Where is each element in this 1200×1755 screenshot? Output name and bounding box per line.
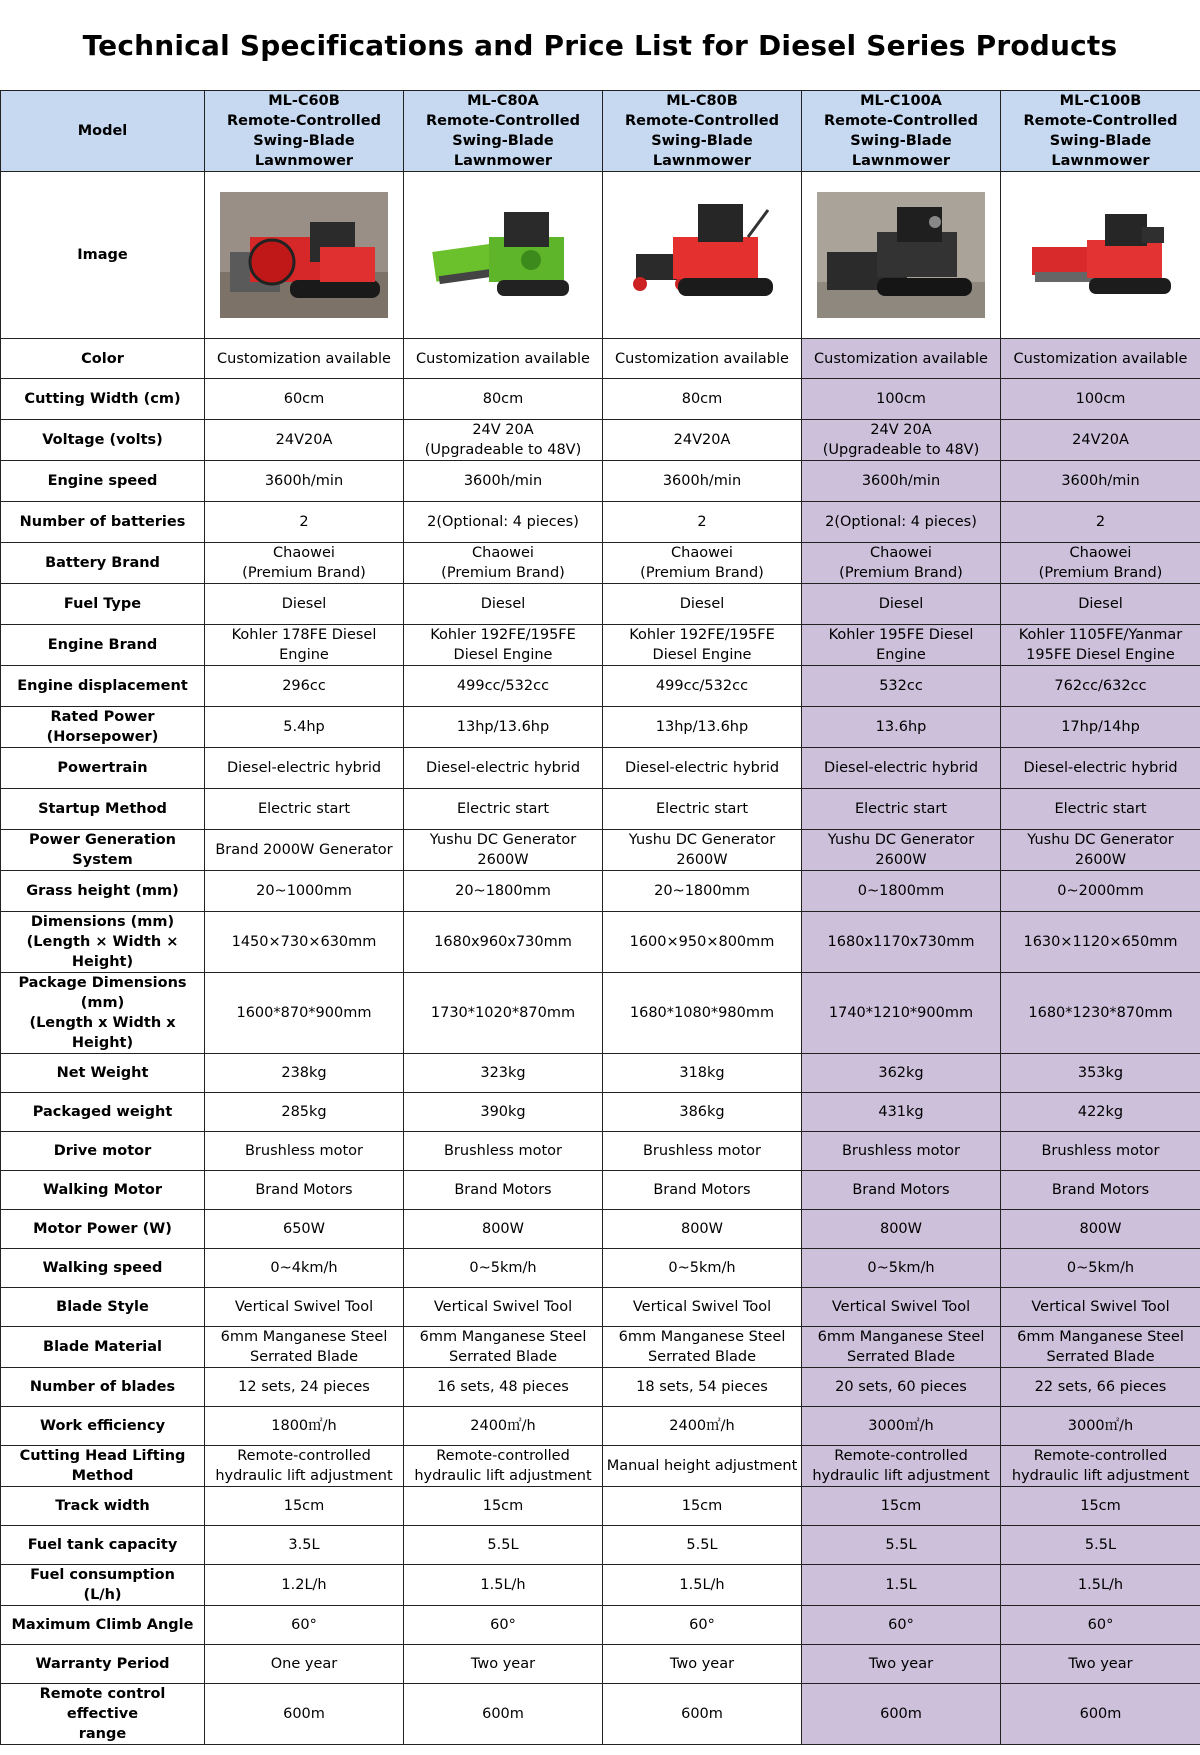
mower-green-image bbox=[419, 192, 587, 318]
spec-value: Electric start bbox=[404, 789, 603, 830]
spec-value: 6mm Manganese Steel Serrated Blade bbox=[1001, 1327, 1200, 1368]
model-desc: Remote-Controlled Swing-Blade Lawnmower bbox=[625, 113, 779, 169]
spec-value: Diesel-electric hybrid bbox=[603, 748, 802, 789]
spec-value: 1450×730×630mm bbox=[205, 912, 404, 973]
spec-value: Vertical Swivel Tool bbox=[1001, 1288, 1200, 1327]
spec-value: 800W bbox=[404, 1210, 603, 1249]
spec-value: Diesel bbox=[1001, 584, 1200, 625]
spec-value: Yushu DC Generator 2600W bbox=[1001, 830, 1200, 871]
spec-value: Brushless motor bbox=[1001, 1132, 1200, 1171]
spec-row bbox=[1, 461, 1200, 502]
spec-value: Brand Motors bbox=[603, 1171, 802, 1210]
row-label: Cutting Head Lifting Method bbox=[1, 1446, 205, 1487]
row-label: Fuel tank capacity bbox=[1, 1526, 205, 1565]
row-label: Engine speed bbox=[1, 461, 205, 502]
spec-value: 1680*1080*980mm bbox=[603, 973, 802, 1054]
spec-value: Brushless motor bbox=[603, 1132, 802, 1171]
spec-value: 499cc/532cc bbox=[603, 666, 802, 707]
spec-row bbox=[1, 666, 1200, 707]
spec-value: 1.5L/h bbox=[603, 1565, 802, 1606]
spec-value: 3600h/min bbox=[802, 461, 1001, 502]
row-label: Voltage (volts) bbox=[1, 420, 205, 461]
spec-value: 238kg bbox=[205, 1054, 404, 1093]
model-desc: Remote-Controlled Swing-Blade Lawnmower bbox=[1023, 113, 1178, 169]
spec-value: Kohler 195FE Diesel Engine bbox=[802, 625, 1001, 666]
spec-row bbox=[1, 1093, 1200, 1132]
spec-row bbox=[1, 339, 1200, 379]
spec-value: Chaowei (Premium Brand) bbox=[603, 543, 802, 584]
spec-row bbox=[1, 912, 1200, 973]
spec-row bbox=[1, 625, 1200, 666]
spec-value: Remote-controlled hydraulic lift adjustment bbox=[205, 1446, 404, 1487]
spec-value: 6mm Manganese Steel Serrated Blade bbox=[205, 1327, 404, 1368]
spec-value: Kohler 192FE/195FE Diesel Engine bbox=[404, 625, 603, 666]
spec-value: Customization available bbox=[205, 339, 404, 379]
spec-value: 12 sets, 24 pieces bbox=[205, 1368, 404, 1407]
spec-row bbox=[1, 502, 1200, 543]
spec-value: 0~5km/h bbox=[802, 1249, 1001, 1288]
spec-value: 296cc bbox=[205, 666, 404, 707]
spec-value: Customization available bbox=[1001, 339, 1200, 379]
row-label: Fuel Type bbox=[1, 584, 205, 625]
row-label: Walking Motor bbox=[1, 1171, 205, 1210]
spec-value: 15cm bbox=[802, 1487, 1001, 1526]
mower-red-image bbox=[1017, 192, 1185, 318]
header-model-c100a bbox=[802, 91, 1001, 172]
spec-row bbox=[1, 1249, 1200, 1288]
model-code: ML-C80A bbox=[467, 93, 539, 109]
row-label: Startup Method bbox=[1, 789, 205, 830]
spec-value: 1.5L/h bbox=[404, 1565, 603, 1606]
spec-value: 353kg bbox=[1001, 1054, 1200, 1093]
spec-value: 499cc/532cc bbox=[404, 666, 603, 707]
spec-value: 762cc/632cc bbox=[1001, 666, 1200, 707]
header-model-c80b bbox=[603, 91, 802, 172]
spec-row bbox=[1, 830, 1200, 871]
spec-row bbox=[1, 871, 1200, 912]
row-label: Image bbox=[1, 172, 205, 339]
spec-value: Diesel-electric hybrid bbox=[404, 748, 603, 789]
spec-value: 15cm bbox=[205, 1487, 404, 1526]
spec-value: 1800㎡/h bbox=[205, 1407, 404, 1446]
spec-value: Brand 2000W Generator bbox=[205, 830, 404, 871]
spec-row bbox=[1, 584, 1200, 625]
spec-value: Kohler 192FE/195FE Diesel Engine bbox=[603, 625, 802, 666]
row-label: Engine Brand bbox=[1, 625, 205, 666]
row-label: Cutting Width (cm) bbox=[1, 379, 205, 420]
spec-value: Remote-controlled hydraulic lift adjustment bbox=[802, 1446, 1001, 1487]
spec-value: Two year bbox=[802, 1645, 1001, 1684]
product-image-c60b bbox=[205, 172, 404, 339]
spec-row bbox=[1, 1606, 1200, 1645]
spec-value: 100cm bbox=[1001, 379, 1200, 420]
spec-value: 24V20A bbox=[1001, 420, 1200, 461]
header-model-c60b bbox=[205, 91, 404, 172]
spec-value: Yushu DC Generator 2600W bbox=[404, 830, 603, 871]
spec-value: Yushu DC Generator 2600W bbox=[802, 830, 1001, 871]
spec-value: 15cm bbox=[603, 1487, 802, 1526]
spec-row bbox=[1, 1327, 1200, 1368]
mower-red-image bbox=[618, 192, 786, 318]
row-label: Track width bbox=[1, 1487, 205, 1526]
spec-value: 0~5km/h bbox=[603, 1249, 802, 1288]
spec-row bbox=[1, 973, 1200, 1054]
spec-value: 24V 20A (Upgradeable to 48V) bbox=[802, 420, 1001, 461]
spec-value: 1.5L/h bbox=[1001, 1565, 1200, 1606]
row-label: Power Generation System bbox=[1, 830, 205, 871]
product-image-c100a bbox=[802, 172, 1001, 339]
row-label: Engine displacement bbox=[1, 666, 205, 707]
spec-value: 2(Optional: 4 pieces) bbox=[802, 502, 1001, 543]
spec-value: 60° bbox=[1001, 1606, 1200, 1645]
spec-value: 600m bbox=[603, 1684, 802, 1745]
product-image-c80a bbox=[404, 172, 603, 339]
spec-value: 5.5L bbox=[1001, 1526, 1200, 1565]
row-label: Motor Power (W) bbox=[1, 1210, 205, 1249]
spec-value: Kohler 178FE Diesel Engine bbox=[205, 625, 404, 666]
spec-value: 390kg bbox=[404, 1093, 603, 1132]
spec-value: 1730*1020*870mm bbox=[404, 973, 603, 1054]
spec-row bbox=[1, 789, 1200, 830]
spec-row bbox=[1, 420, 1200, 461]
spec-value: Electric start bbox=[1001, 789, 1200, 830]
model-code: ML-C60B bbox=[268, 93, 340, 109]
spec-value: Diesel bbox=[802, 584, 1001, 625]
spec-value: 20~1800mm bbox=[404, 871, 603, 912]
spec-value: Two year bbox=[404, 1645, 603, 1684]
product-image-c100b bbox=[1001, 172, 1200, 339]
spec-value: 20 sets, 60 pieces bbox=[802, 1368, 1001, 1407]
row-label: Color bbox=[1, 339, 205, 379]
row-label: Battery Brand bbox=[1, 543, 205, 584]
spec-value: Vertical Swivel Tool bbox=[603, 1288, 802, 1327]
spec-value: 2 bbox=[603, 502, 802, 543]
spec-value: 13hp/13.6hp bbox=[603, 707, 802, 748]
spec-value: 0~2000mm bbox=[1001, 871, 1200, 912]
spec-row bbox=[1, 707, 1200, 748]
spec-value: 24V 20A (Upgradeable to 48V) bbox=[404, 420, 603, 461]
spec-value: Kohler 1105FE/Yanmar 195FE Diesel Engine bbox=[1001, 625, 1200, 666]
product-image-c80b bbox=[603, 172, 802, 339]
spec-value: 362kg bbox=[802, 1054, 1001, 1093]
spec-value: 318kg bbox=[603, 1054, 802, 1093]
spec-row bbox=[1, 1132, 1200, 1171]
spec-value: Brushless motor bbox=[802, 1132, 1001, 1171]
row-label: Drive motor bbox=[1, 1132, 205, 1171]
row-label: Number of blades bbox=[1, 1368, 205, 1407]
spec-value: Customization available bbox=[603, 339, 802, 379]
spec-value: Remote-controlled hydraulic lift adjustment bbox=[404, 1446, 603, 1487]
spec-value: 6mm Manganese Steel Serrated Blade bbox=[404, 1327, 603, 1368]
row-label: Fuel consumption (L/h) bbox=[1, 1565, 205, 1606]
model-code: ML-C80B bbox=[666, 93, 738, 109]
spec-value: 15cm bbox=[1001, 1487, 1200, 1526]
spec-value: Chaowei (Premium Brand) bbox=[1001, 543, 1200, 584]
spec-value: Brushless motor bbox=[404, 1132, 603, 1171]
spec-value: Electric start bbox=[802, 789, 1001, 830]
spec-value: 600m bbox=[802, 1684, 1001, 1745]
spec-value: 20~1800mm bbox=[603, 871, 802, 912]
row-label: Rated Power (Horsepower) bbox=[1, 707, 205, 748]
spec-value: 60° bbox=[205, 1606, 404, 1645]
spec-value: 2 bbox=[205, 502, 404, 543]
spec-value: 80cm bbox=[404, 379, 603, 420]
spec-value: 60° bbox=[802, 1606, 1001, 1645]
spec-row bbox=[1, 1407, 1200, 1446]
spec-value: Brand Motors bbox=[1001, 1171, 1200, 1210]
spec-value: 13hp/13.6hp bbox=[404, 707, 603, 748]
spec-value: Yushu DC Generator 2600W bbox=[603, 830, 802, 871]
spec-value: 600m bbox=[205, 1684, 404, 1745]
spec-value: 24V20A bbox=[603, 420, 802, 461]
spec-value: Chaowei (Premium Brand) bbox=[205, 543, 404, 584]
spec-value: 16 sets, 48 pieces bbox=[404, 1368, 603, 1407]
spec-row bbox=[1, 1210, 1200, 1249]
spec-value: 80cm bbox=[603, 379, 802, 420]
spec-value: Two year bbox=[603, 1645, 802, 1684]
spec-value: Diesel-electric hybrid bbox=[802, 748, 1001, 789]
spec-value: 1680x960x730mm bbox=[404, 912, 603, 973]
spec-value: 22 sets, 66 pieces bbox=[1001, 1368, 1200, 1407]
spec-value: 1680*1230*870mm bbox=[1001, 973, 1200, 1054]
spec-value: 600m bbox=[1001, 1684, 1200, 1745]
row-label: Walking speed bbox=[1, 1249, 205, 1288]
spec-value: Chaowei (Premium Brand) bbox=[404, 543, 603, 584]
model-code: ML-C100A bbox=[860, 93, 942, 109]
mower-red-image bbox=[220, 192, 388, 318]
spec-value: 3000㎡/h bbox=[802, 1407, 1001, 1446]
spec-value: Diesel bbox=[603, 584, 802, 625]
row-label: Packaged weight bbox=[1, 1093, 205, 1132]
spec-value: Remote-controlled hydraulic lift adjustment bbox=[1001, 1446, 1200, 1487]
spec-value: Electric start bbox=[205, 789, 404, 830]
spec-value: 0~1800mm bbox=[802, 871, 1001, 912]
spec-value: 3600h/min bbox=[205, 461, 404, 502]
spec-value: 13.6hp bbox=[802, 707, 1001, 748]
spec-value: One year bbox=[205, 1645, 404, 1684]
spec-value: 60° bbox=[603, 1606, 802, 1645]
spec-value: 800W bbox=[603, 1210, 802, 1249]
spec-value: 5.5L bbox=[404, 1526, 603, 1565]
spec-value: Diesel-electric hybrid bbox=[205, 748, 404, 789]
spec-value: 800W bbox=[1001, 1210, 1200, 1249]
spec-value: 17hp/14hp bbox=[1001, 707, 1200, 748]
spec-value: 5.4hp bbox=[205, 707, 404, 748]
spec-value: 18 sets, 54 pieces bbox=[603, 1368, 802, 1407]
spec-value: 1.5L bbox=[802, 1565, 1001, 1606]
spec-value: 1680x1170x730mm bbox=[802, 912, 1001, 973]
spec-value: 2400㎡/h bbox=[404, 1407, 603, 1446]
spec-value: Manual height adjustment bbox=[603, 1446, 802, 1487]
spec-value: Brand Motors bbox=[802, 1171, 1001, 1210]
spec-value: 5.5L bbox=[603, 1526, 802, 1565]
spec-value: 3600h/min bbox=[603, 461, 802, 502]
spec-row bbox=[1, 1288, 1200, 1327]
row-label: Dimensions (mm) (Length × Width × Height) bbox=[1, 912, 205, 973]
row-label: Powertrain bbox=[1, 748, 205, 789]
spec-value: 3600h/min bbox=[1001, 461, 1200, 502]
spec-value: 800W bbox=[802, 1210, 1001, 1249]
row-label: Grass height (mm) bbox=[1, 871, 205, 912]
spec-value: Two year bbox=[1001, 1645, 1200, 1684]
spec-value: Diesel bbox=[404, 584, 603, 625]
mower-black-image bbox=[817, 192, 985, 318]
model-code: ML-C100B bbox=[1059, 93, 1142, 109]
image-row bbox=[1, 172, 1200, 339]
row-label: Blade Style bbox=[1, 1288, 205, 1327]
header-model-label: Model bbox=[1, 91, 205, 172]
spec-value: Vertical Swivel Tool bbox=[404, 1288, 603, 1327]
spec-value: 6mm Manganese Steel Serrated Blade bbox=[802, 1327, 1001, 1368]
header-model-c80a bbox=[404, 91, 603, 172]
spec-value: 285kg bbox=[205, 1093, 404, 1132]
spec-value: 60° bbox=[404, 1606, 603, 1645]
spec-value: Diesel-electric hybrid bbox=[1001, 748, 1200, 789]
spec-value: Chaowei (Premium Brand) bbox=[802, 543, 1001, 584]
spec-value: 15cm bbox=[404, 1487, 603, 1526]
spec-row bbox=[1, 1171, 1200, 1210]
spec-value: Customization available bbox=[404, 339, 603, 379]
row-label: Blade Material bbox=[1, 1327, 205, 1368]
spec-row bbox=[1, 543, 1200, 584]
spec-value: Vertical Swivel Tool bbox=[205, 1288, 404, 1327]
model-desc: Remote-Controlled Swing-Blade Lawnmower bbox=[227, 113, 381, 169]
spec-row bbox=[1, 1446, 1200, 1487]
spec-value: 422kg bbox=[1001, 1093, 1200, 1132]
spec-value: Brushless motor bbox=[205, 1132, 404, 1171]
row-label: Net Weight bbox=[1, 1054, 205, 1093]
row-label: Package Dimensions (mm) (Length x Width x Height) bbox=[1, 973, 205, 1054]
spec-value: 386kg bbox=[603, 1093, 802, 1132]
spec-value: 2400㎡/h bbox=[603, 1407, 802, 1446]
spec-value: 532cc bbox=[802, 666, 1001, 707]
spec-value: 0~4km/h bbox=[205, 1249, 404, 1288]
spec-value: 0~5km/h bbox=[404, 1249, 603, 1288]
spec-value: 1600×950×800mm bbox=[603, 912, 802, 973]
spec-value: 100cm bbox=[802, 379, 1001, 420]
spec-row bbox=[1, 1684, 1200, 1745]
spec-value: 20~1000mm bbox=[205, 871, 404, 912]
spec-value: 1.2L/h bbox=[205, 1565, 404, 1606]
header-row bbox=[1, 91, 1200, 172]
spec-value: Brand Motors bbox=[205, 1171, 404, 1210]
spec-table bbox=[0, 90, 1200, 1745]
spec-value: 3600h/min bbox=[404, 461, 603, 502]
row-label: Work efficiency bbox=[1, 1407, 205, 1446]
spec-value: 2 bbox=[1001, 502, 1200, 543]
spec-value: 323kg bbox=[404, 1054, 603, 1093]
spec-value: 1630×1120×650mm bbox=[1001, 912, 1200, 973]
spec-value: Customization available bbox=[802, 339, 1001, 379]
spec-row bbox=[1, 1645, 1200, 1684]
spec-row bbox=[1, 748, 1200, 789]
spec-value: 0~5km/h bbox=[1001, 1249, 1200, 1288]
spec-row bbox=[1, 1526, 1200, 1565]
spec-value: Diesel bbox=[205, 584, 404, 625]
spec-value: 24V20A bbox=[205, 420, 404, 461]
spec-value: 1600*870*900mm bbox=[205, 973, 404, 1054]
spec-value: 60cm bbox=[205, 379, 404, 420]
model-desc: Remote-Controlled Swing-Blade Lawnmower bbox=[824, 113, 978, 169]
spec-row bbox=[1, 1565, 1200, 1606]
spec-value: Vertical Swivel Tool bbox=[802, 1288, 1001, 1327]
spec-value: Electric start bbox=[603, 789, 802, 830]
spec-value: 3.5L bbox=[205, 1526, 404, 1565]
spec-row bbox=[1, 1054, 1200, 1093]
spec-row bbox=[1, 1487, 1200, 1526]
spec-value: Brand Motors bbox=[404, 1171, 603, 1210]
spec-value: 431kg bbox=[802, 1093, 1001, 1132]
spec-row bbox=[1, 379, 1200, 420]
header-model-c100b bbox=[1001, 91, 1200, 172]
row-label: Warranty Period bbox=[1, 1645, 205, 1684]
row-label: Maximum Climb Angle bbox=[1, 1606, 205, 1645]
spec-value: 600m bbox=[404, 1684, 603, 1745]
spec-row bbox=[1, 1368, 1200, 1407]
spec-value: 3000㎡/h bbox=[1001, 1407, 1200, 1446]
spec-value: 5.5L bbox=[802, 1526, 1001, 1565]
row-label: Number of batteries bbox=[1, 502, 205, 543]
spec-value: 650W bbox=[205, 1210, 404, 1249]
spec-value: 2(Optional: 4 pieces) bbox=[404, 502, 603, 543]
spec-value: 1740*1210*900mm bbox=[802, 973, 1001, 1054]
page-title: Technical Specifications and Price List for Diesel Series Products bbox=[82, 28, 1118, 62]
spec-value: 6mm Manganese Steel Serrated Blade bbox=[603, 1327, 802, 1368]
row-label: Remote control effective range bbox=[1, 1684, 205, 1745]
model-desc: Remote-Controlled Swing-Blade Lawnmower bbox=[426, 113, 580, 169]
